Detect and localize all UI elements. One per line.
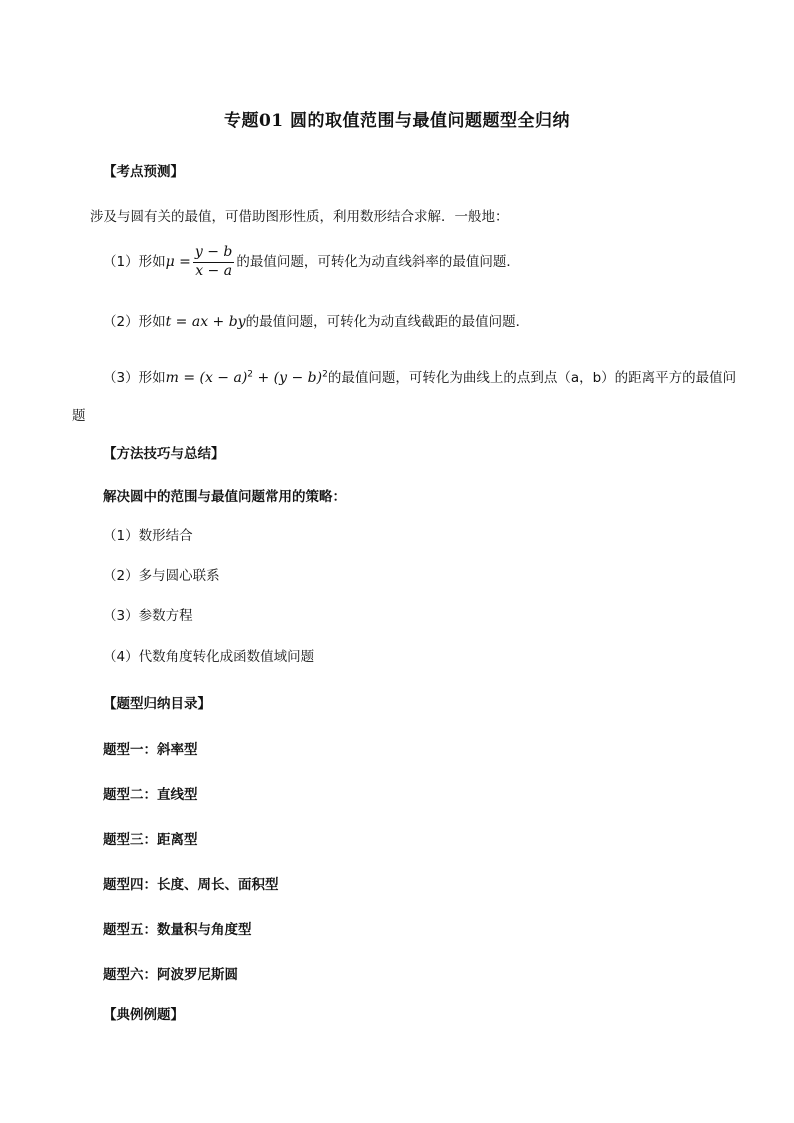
catalog-item-4: 题型四：长度、周长、面积型 [103, 877, 279, 893]
item3-formula-a: m = (x − a) [165, 370, 248, 386]
catalog-item-5: 题型五：数量积与角度型 [103, 922, 252, 938]
methods-item-2: （2）多与圆心联系 [103, 568, 220, 584]
item2-suffix: 的最值问题，可转化为动直线截距的最值问题． [245, 314, 530, 330]
methods-heading: 【方法技巧与总结】 [103, 446, 225, 462]
methods-item-4: （4）代数角度转化成函数值域问题 [103, 649, 315, 665]
methods-item-1: （1）数形结合 [103, 528, 193, 544]
item1-suffix: 的最值问题，可转化为动直线斜率的最值问题． [236, 254, 520, 270]
catalog-heading: 【题型归纳目录】 [103, 696, 211, 712]
item3-suffix: 的最值问题，可转化为曲线上的点到点（a，b）的距离平方的最值问 [327, 370, 737, 386]
examples-heading: 【典例例题】 [103, 1007, 184, 1023]
item3-exponent-2: 2 [322, 369, 328, 380]
item1-fraction [193, 244, 235, 280]
forecast-intro: 涉及与圆有关的最值，可借助图形性质，利用数形结合求解．一般地： [90, 209, 509, 225]
forecast-item-3-wrap: 题 [72, 408, 86, 424]
item3-exponent-1: 2 [247, 369, 254, 380]
catalog-item-3: 题型三：距离型 [103, 832, 198, 848]
page-title: 专题01 圆的取值范围与最值问题题型全归纳 [223, 111, 571, 131]
forecast-item-3 [103, 366, 736, 386]
catalog-item-6: 题型六：阿波罗尼斯圆 [103, 967, 238, 983]
catalog-item-1: 题型一：斜率型 [103, 742, 198, 758]
catalog-item-2: 题型二：直线型 [103, 787, 198, 803]
item3-formula-b: + (y − b) [253, 370, 323, 386]
item1-prefix: （1）形如 [103, 254, 166, 270]
item3-prefix: （3）形如 [103, 370, 166, 386]
forecast-item-1 [103, 244, 520, 280]
item1-numerator: y − b [193, 244, 235, 263]
item2-formula: t = ax + by [165, 314, 246, 330]
item1-lhs: μ = [165, 254, 191, 270]
forecast-item-2 [103, 310, 529, 330]
forecast-heading: 【考点预测】 [103, 164, 184, 180]
methods-intro: 解决圆中的范围与最值问题常用的策略： [103, 489, 346, 505]
methods-item-3: （3）参数方程 [103, 608, 193, 624]
item2-prefix: （2）形如 [103, 314, 166, 330]
item1-denominator: x − a [195, 262, 233, 279]
